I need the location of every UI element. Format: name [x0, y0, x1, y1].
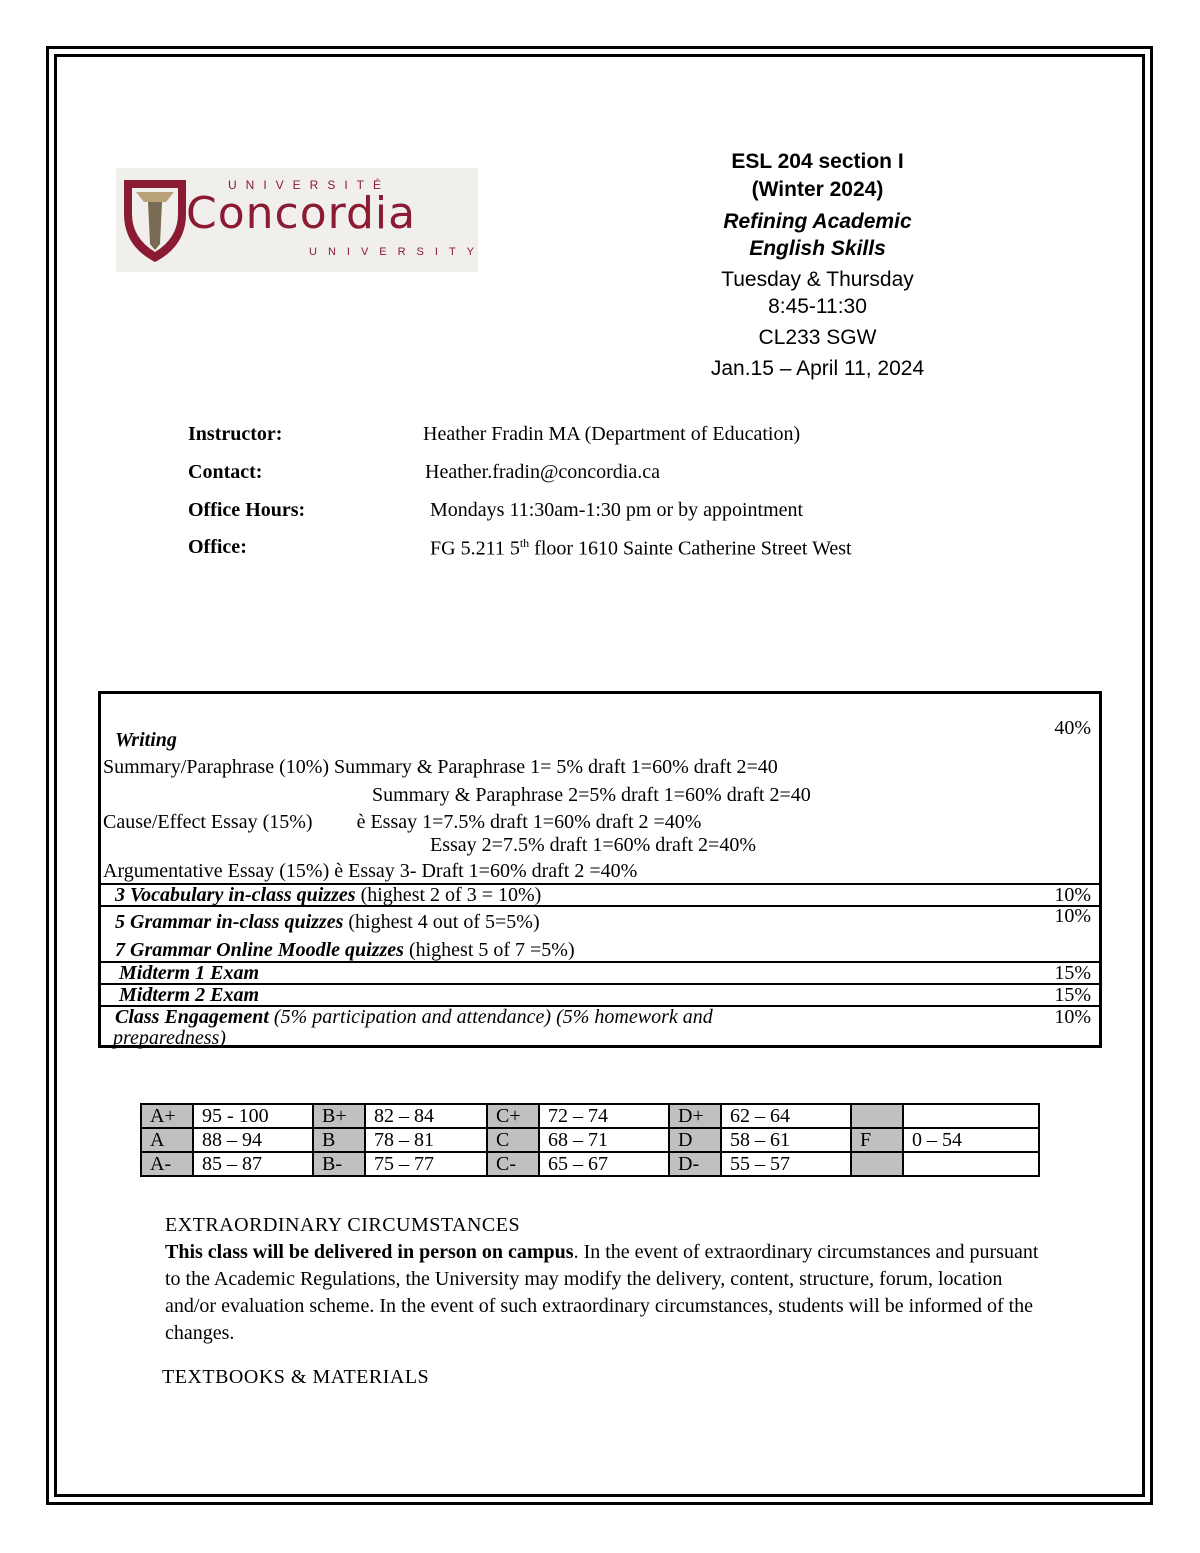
- writing-percent: 40%: [1054, 717, 1091, 739]
- grade-letter: A-: [141, 1152, 193, 1176]
- grade-range: 55 – 57: [721, 1152, 851, 1176]
- class-engagement-line-2: preparedness): [113, 1027, 226, 1049]
- instructor-value: Heather Fradin MA (Department of Education): [423, 423, 801, 445]
- summary-line: Summary/Paraphrase (10%) Summary & Paraphrase 1= 5% draft 1=60% draft 2=40: [103, 756, 778, 778]
- grade-letter: A: [141, 1128, 193, 1152]
- grade-range: 0 – 54: [903, 1128, 1039, 1152]
- grade-letter: D+: [669, 1104, 721, 1128]
- grade-letter: B+: [313, 1104, 365, 1128]
- grade-letter: D: [669, 1128, 721, 1152]
- course-term: (Winter 2024): [751, 178, 884, 201]
- grade-range: 75 – 77: [365, 1152, 487, 1176]
- grammar-percent: 10%: [1054, 905, 1091, 927]
- vocab-percent: 10%: [1054, 884, 1091, 906]
- logo-concordia-wordmark: Concordia: [186, 188, 417, 239]
- extraordinary-circumstances-section: [165, 1212, 1045, 1347]
- grade-scale-table: [140, 1103, 1040, 1177]
- cause-effect-line: Cause/Effect Essay (15%) è Essay 1=7.5% draft 1=60% draft 2 =40%: [103, 811, 702, 833]
- grade-range: 68 – 71: [539, 1128, 669, 1152]
- grade-range: 65 – 67: [539, 1152, 669, 1176]
- instructor-info: [188, 423, 988, 563]
- grade-letter: [851, 1104, 903, 1128]
- table-row: [141, 1104, 1039, 1128]
- textbooks-heading: TEXTBOOKS & MATERIALS: [162, 1366, 430, 1388]
- shield-icon: [120, 174, 190, 266]
- midterm-2-percent: 15%: [1054, 984, 1091, 1006]
- argumentative-line: Argumentative Essay (15%) è Essay 3- Draft 1=60% draft 2 =40%: [103, 860, 638, 882]
- section-heading: EXTRAORDINARY CIRCUMSTANCES: [165, 1214, 521, 1236]
- grade-range: 85 – 87: [193, 1152, 313, 1176]
- cause-effect-line-2: Essay 2=7.5% draft 1=60% draft 2=40%: [430, 834, 756, 856]
- grade-range: 95 - 100: [193, 1104, 313, 1128]
- grade-range: [903, 1152, 1039, 1176]
- grade-letter: C-: [487, 1152, 539, 1176]
- summary-line-2: Summary & Paraphrase 2=5% draft 1=60% draft 2=40: [372, 784, 811, 806]
- class-engagement-percent: 10%: [1054, 1006, 1091, 1028]
- section-body: This class will be delivered in person on campus. In the event of extraordinary circumstances and pursuant to the Academic Regulations, the University may modify the delivery, content, structure, forum, location and/or evaluation scheme. In the event of such extraordinary circumstances, students will be informed of the changes.: [165, 1241, 1039, 1344]
- grade-letter: C+: [487, 1104, 539, 1128]
- grade-letter: F: [851, 1128, 903, 1152]
- office-hours-value: Mondays 11:30am-1:30 pm or by appointment: [430, 499, 804, 521]
- course-dates: Jan.15 – April 11, 2024: [710, 357, 925, 380]
- grade-range: 82 – 84: [365, 1104, 487, 1128]
- contact-email[interactable]: Heather.fradin@concordia.ca: [425, 461, 660, 483]
- logo-universite-text: UNIVERSITÉ: [228, 178, 391, 192]
- course-title-line1: Refining Academic: [723, 210, 912, 233]
- grade-range: 88 – 94: [193, 1128, 313, 1152]
- grading-breakdown-table: [98, 691, 1102, 1048]
- grade-range: [903, 1104, 1039, 1128]
- grade-letter: D-: [669, 1152, 721, 1176]
- instructor-label: Instructor:: [188, 423, 283, 445]
- writing-heading: Writing: [115, 729, 177, 751]
- concordia-logo: [116, 168, 486, 272]
- moodle-quizzes-line: 7 Grammar Online Moodle quizzes (highest 5 of 7 =5%): [115, 939, 575, 961]
- course-title-line2: English Skills: [749, 237, 886, 260]
- logo-university-text: UNIVERSITY: [309, 246, 486, 258]
- grade-letter: B-: [313, 1152, 365, 1176]
- course-time: 8:45-11:30: [768, 295, 867, 318]
- office-label: Office:: [188, 536, 247, 558]
- midterm-1-line: Midterm 1 Exam: [119, 962, 260, 984]
- grade-letter: [851, 1152, 903, 1176]
- course-room: CL233 SGW: [758, 326, 877, 349]
- grade-range: 62 – 64: [721, 1104, 851, 1128]
- grammar-quizzes-line: 5 Grammar in-class quizzes (highest 4 out of 5=5%): [115, 911, 540, 933]
- contact-label: Contact:: [188, 461, 263, 483]
- grade-letter: B: [313, 1128, 365, 1152]
- table-row: [141, 1128, 1039, 1152]
- table-row: [141, 1152, 1039, 1176]
- course-days: Tuesday & Thursday: [721, 268, 914, 291]
- course-header: [660, 148, 975, 384]
- class-engagement-line: Class Engagement (5% participation and attendance) (5% homework and: [115, 1006, 713, 1028]
- grade-range: 72 – 74: [539, 1104, 669, 1128]
- midterm-1-percent: 15%: [1054, 962, 1091, 984]
- vocab-quizzes-line: 3 Vocabulary in-class quizzes (highest 2 of 3 = 10%): [115, 884, 542, 906]
- office-value: FG 5.211 5th floor 1610 Sainte Catherine Street West: [430, 536, 852, 560]
- course-code: ESL 204 section I: [731, 150, 904, 173]
- grade-letter: A+: [141, 1104, 193, 1128]
- midterm-2-line: Midterm 2 Exam: [119, 984, 260, 1006]
- office-hours-label: Office Hours:: [188, 499, 306, 521]
- grade-range: 78 – 81: [365, 1128, 487, 1152]
- grade-letter: C: [487, 1128, 539, 1152]
- divider: [101, 905, 1099, 907]
- grade-range: 58 – 61: [721, 1128, 851, 1152]
